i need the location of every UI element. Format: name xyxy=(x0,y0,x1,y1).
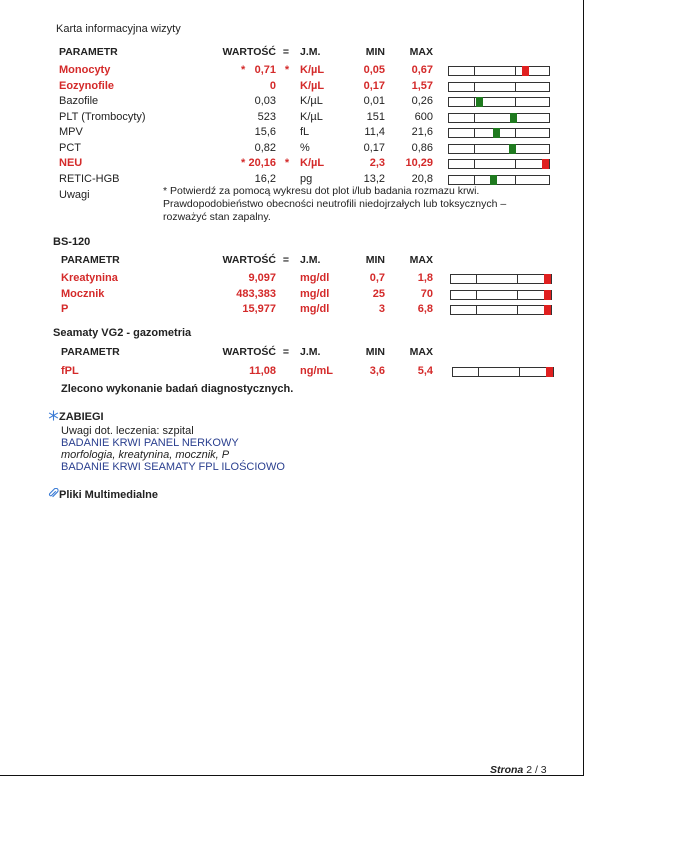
s3-header-param: PARAMETR xyxy=(61,346,120,358)
s3-value: 11,08 xyxy=(249,365,276,377)
s1-param-name: Bazofile xyxy=(59,95,99,107)
s2-min: 0,7 xyxy=(369,272,385,284)
bar-marker xyxy=(509,144,516,154)
s2-min: 3 xyxy=(378,303,385,315)
s1-unit: pg xyxy=(300,172,313,185)
s1-param-name: RETIC-HGB xyxy=(59,172,120,185)
s1-range-bar xyxy=(448,82,550,92)
s2-unit: mg/dl xyxy=(300,287,330,300)
s2-header-max: MAX xyxy=(409,254,433,266)
bar-divider xyxy=(515,160,516,168)
s3-range-bar xyxy=(452,367,554,377)
s1-unit-flag: * xyxy=(284,64,290,76)
s1-param-name: Eozynofile xyxy=(59,79,115,92)
s2-header-eq: = xyxy=(282,254,290,266)
diagnostic-note: Zlecono wykonanie badań diagnostycznych. xyxy=(61,383,294,395)
bar-marker xyxy=(544,274,551,284)
s1-value: 0 xyxy=(269,79,276,92)
s2-param-name: Mocznik xyxy=(61,287,105,300)
s2-param-name: P xyxy=(61,303,69,315)
s2-header-unit: J.M. xyxy=(300,254,321,266)
s1-max: 600 xyxy=(414,110,433,123)
s1-max: 10,29 xyxy=(405,157,433,169)
s1-max: 0,67 xyxy=(411,64,433,76)
footer-total: 3 xyxy=(540,764,547,776)
zabiegi-item-panel-detail: morfologia, kreatynina, mocznik, P xyxy=(61,449,230,461)
s2-header-param: PARAMETR xyxy=(61,254,120,266)
bar-divider xyxy=(474,114,475,122)
s2-value: 9,097 xyxy=(248,272,276,284)
s1-max: 1,57 xyxy=(411,79,433,92)
s2-max: 6,8 xyxy=(417,303,433,315)
s1-unit: K/µL xyxy=(300,95,323,107)
bar-divider xyxy=(515,129,516,137)
page-footer xyxy=(490,764,547,776)
s1-unit: K/µL xyxy=(300,64,325,76)
s1-value: 0,82 xyxy=(254,141,276,154)
s1-header-max: MAX xyxy=(409,46,433,58)
s3-header-unit: J.M. xyxy=(300,346,321,358)
document-title: Karta informacyjna wizyty xyxy=(56,23,181,35)
bar-divider xyxy=(519,368,520,376)
s2-min: 25 xyxy=(372,287,385,300)
s1-value: 20,16 xyxy=(248,157,276,169)
s1-header-param: PARAMETR xyxy=(59,46,118,58)
s2-unit: mg/dl xyxy=(300,272,330,284)
bar-divider xyxy=(474,145,475,153)
bar-marker xyxy=(522,66,529,76)
bar-divider xyxy=(474,129,475,137)
s1-value: 16,2 xyxy=(254,172,276,185)
footer-sep: / xyxy=(534,764,538,776)
s1-value-flag: * xyxy=(241,157,246,169)
s1-value-flag: * xyxy=(241,64,246,76)
bar-divider xyxy=(474,176,475,184)
zabiegi-item-seamaty-fpl: BADANIE KRWI SEAMATY FPL ILOŚCIOWO xyxy=(61,461,285,473)
pliki-heading xyxy=(48,488,158,501)
zabiegi-item-panel-nerkowy: BADANIE KRWI PANEL NERKOWY xyxy=(61,437,239,449)
section-bs120-title: BS-120 xyxy=(53,236,91,248)
pliki-title: Pliki Multimedialne xyxy=(59,489,159,501)
s2-header-value: WARTOŚĆ xyxy=(222,254,276,266)
s3-param-name: fPL xyxy=(61,365,79,377)
s1-unit: K/µL xyxy=(300,157,325,169)
s1-value: 0,03 xyxy=(254,95,276,107)
s1-max: 0,26 xyxy=(411,95,433,107)
s2-max: 70 xyxy=(420,287,433,300)
s1-min: 0,17 xyxy=(363,79,385,92)
s1-value: 15,6 xyxy=(254,126,276,138)
s1-range-bar xyxy=(448,175,550,185)
bar-divider xyxy=(517,275,518,283)
s1-min: 13,2 xyxy=(363,172,385,185)
s3-header-eq: = xyxy=(282,346,290,358)
s1-param-name: MPV xyxy=(59,126,83,138)
s1-header-value: WARTOŚĆ xyxy=(222,46,276,58)
bar-marker xyxy=(542,159,549,169)
s1-min: 151 xyxy=(366,110,385,123)
s1-range-bar xyxy=(448,66,550,76)
bar-marker xyxy=(510,113,517,123)
s2-max: 1,8 xyxy=(417,272,433,284)
paperclip-icon xyxy=(48,488,59,499)
bar-divider xyxy=(478,368,479,376)
s2-unit: mg/dl xyxy=(300,303,330,315)
s1-unit: K/µL xyxy=(300,110,323,123)
s1-range-bar xyxy=(448,128,550,138)
footer-page: 2 xyxy=(526,764,533,776)
bar-marker xyxy=(546,367,553,377)
s1-range-bar xyxy=(448,113,550,123)
uwagi-note-1: * Potwierdź za pomocą wykresu dot plot i/lub badania rozmazu krwi. xyxy=(163,185,480,197)
s2-value: 483,383 xyxy=(236,287,276,300)
s1-header-eq: = xyxy=(282,46,290,58)
footer-label: Strona xyxy=(490,764,524,776)
zabiegi-title: ZABIEGI xyxy=(59,411,104,423)
s1-unit: % xyxy=(300,141,310,154)
s1-range-bar xyxy=(448,159,550,169)
bar-divider xyxy=(474,98,475,106)
section-seamaty-title: Seamaty VG2 - gazometria xyxy=(53,327,192,339)
s2-range-bar xyxy=(450,290,552,300)
s3-header-value: WARTOŚĆ xyxy=(222,346,276,358)
bar-marker xyxy=(476,97,483,107)
s2-value: 15,977 xyxy=(242,303,276,315)
s2-range-bar xyxy=(450,305,552,315)
s1-unit-flag: * xyxy=(284,157,290,169)
bar-divider xyxy=(515,98,516,106)
uwagi-label: Uwagi xyxy=(59,189,90,201)
bar-divider xyxy=(474,160,475,168)
bar-divider xyxy=(515,83,516,91)
bar-divider xyxy=(476,306,477,314)
bar-marker xyxy=(493,128,500,138)
s1-value: 523 xyxy=(257,110,276,123)
bar-divider xyxy=(476,275,477,283)
s1-header-unit: J.M. xyxy=(300,46,321,58)
s1-min: 0,01 xyxy=(363,95,385,107)
s1-min: 2,3 xyxy=(369,157,385,169)
s1-value: 0,71 xyxy=(254,64,276,76)
s1-max: 20,8 xyxy=(411,172,433,185)
s2-param-name: Kreatynina xyxy=(61,272,118,284)
zabiegi-uwagi: Uwagi dot. leczenia: szpital xyxy=(61,425,194,437)
s1-param-name: PLT (Trombocyty) xyxy=(59,110,146,123)
s3-header-max: MAX xyxy=(409,346,433,358)
s3-max: 5,4 xyxy=(417,365,433,377)
s1-min: 11,4 xyxy=(364,126,385,138)
bar-divider xyxy=(474,67,475,75)
bar-divider xyxy=(515,176,516,184)
s1-param-name: PCT xyxy=(59,141,81,154)
bar-marker xyxy=(490,175,497,185)
bar-marker xyxy=(544,305,551,315)
page-right-border xyxy=(583,0,584,776)
uwagi-note-3: rozważyć stan zapalny. xyxy=(163,211,271,223)
s1-min: 0,17 xyxy=(363,141,385,154)
bar-divider xyxy=(515,67,516,75)
bar-divider xyxy=(517,291,518,299)
s3-header-min: MIN xyxy=(365,346,385,358)
zabiegi-heading xyxy=(48,410,104,423)
s1-min: 0,05 xyxy=(363,64,385,76)
s3-unit: ng/mL xyxy=(300,365,333,377)
uwagi-note-2: Prawdopodobieństwo obecności neutrofili niedojrzałych lub toksycznych – xyxy=(163,198,507,210)
bar-marker xyxy=(544,290,551,300)
s1-range-bar xyxy=(448,97,550,107)
s1-max: 21,6 xyxy=(411,126,433,138)
s1-unit: K/µL xyxy=(300,79,325,92)
bar-divider xyxy=(476,291,477,299)
bar-divider xyxy=(474,83,475,91)
bar-divider xyxy=(517,306,518,314)
s1-header-min: MIN xyxy=(365,46,385,58)
s1-param-name: NEU xyxy=(59,157,83,169)
s1-max: 0,86 xyxy=(411,141,433,154)
s1-param-name: Monocyty xyxy=(59,64,111,76)
s1-range-bar xyxy=(448,144,550,154)
s1-unit: fL xyxy=(300,126,310,138)
s2-range-bar xyxy=(450,274,552,284)
s2-header-min: MIN xyxy=(365,254,385,266)
s3-min: 3,6 xyxy=(369,365,385,377)
snowflake-icon xyxy=(48,410,59,421)
